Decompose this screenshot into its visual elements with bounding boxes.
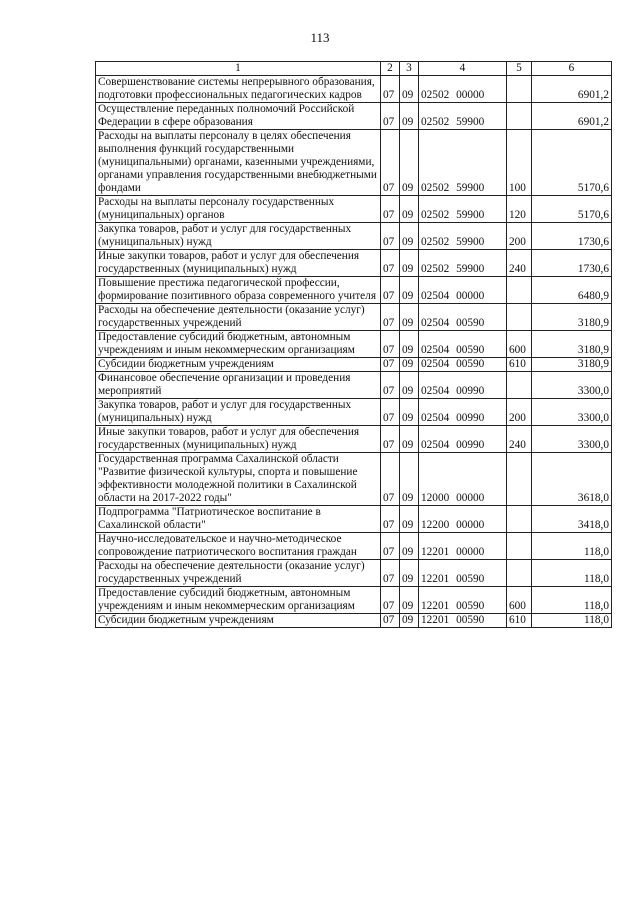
section-code-cell: 07 [381,250,400,277]
section-code-cell: 07 [381,453,400,506]
target-article-cell: 02502 59900 [419,130,507,196]
section-code-cell: 07 [381,277,400,304]
target-article-cell: 02504 00990 [419,372,507,399]
row-name-cell: Закупка товаров, работ и услуг для государственных (муниципальных) нужд [96,399,381,426]
section-code-cell: 07 [381,223,400,250]
table-row [96,196,612,223]
target-article-cell: 12201 00590 [419,587,507,614]
table-header [96,62,612,76]
table-row [96,358,612,372]
subsection-code-cell: 09 [400,223,419,250]
target-article-cell: 02504 00990 [419,399,507,426]
section-code-cell: 07 [381,372,400,399]
table-row [96,372,612,399]
section-code-cell: 07 [381,358,400,372]
section-code-cell: 07 [381,130,400,196]
page-number: 113 [310,30,330,45]
amount-cell: 3180,9 [532,331,612,358]
row-name-cell: Расходы на выплаты персоналу в целях обеспечения выполнения функций государственными (муниципальными) органами, казенными учреждениями, органами управления государственными внебюджетными фондами [96,130,381,196]
row-name-cell: Подпрограмма "Патриотическое воспитание в Сахалинской области" [96,506,381,533]
table-row [96,277,612,304]
section-code-cell: 07 [381,506,400,533]
subsection-code-cell: 09 [400,560,419,587]
table-row [96,76,612,103]
column-header-5: 5 [507,62,532,76]
target-article-cell: 02502 59900 [419,250,507,277]
expense-type-cell: 120 [507,196,532,223]
section-code-cell: 07 [381,614,400,628]
section-code-cell: 07 [381,587,400,614]
amount-cell: 118,0 [532,614,612,628]
expense-type-cell [507,277,532,304]
section-code-cell: 07 [381,196,400,223]
subsection-code-cell: 09 [400,304,419,331]
target-article-cell: 02504 00590 [419,304,507,331]
target-article-cell: 12201 00590 [419,614,507,628]
amount-cell: 118,0 [532,533,612,560]
section-code-cell: 07 [381,103,400,130]
subsection-code-cell: 09 [400,250,419,277]
section-code-cell: 07 [381,76,400,103]
row-name-cell: Научно-исследовательское и научно-методическое сопровождение патриотического воспитания граждан [96,533,381,560]
table-row [96,250,612,277]
column-header-1: 1 [96,62,381,76]
subsection-code-cell: 09 [400,130,419,196]
subsection-code-cell: 09 [400,196,419,223]
subsection-code-cell: 09 [400,331,419,358]
expense-type-cell [507,560,532,587]
column-header-4: 4 [419,62,507,76]
subsection-code-cell: 09 [400,76,419,103]
expense-type-cell: 600 [507,587,532,614]
row-name-cell: Предоставление субсидий бюджетным, автономным учреждениям и иным некоммерческим организациям [96,331,381,358]
subsection-code-cell: 09 [400,372,419,399]
row-name-cell: Финансовое обеспечение организации и проведения мероприятий [96,372,381,399]
subsection-code-cell: 09 [400,103,419,130]
row-name-cell: Иные закупки товаров, работ и услуг для обеспечения государственных (муниципальных) нужд [96,426,381,453]
target-article-cell: 12000 00000 [419,453,507,506]
target-article-cell: 02502 59900 [419,223,507,250]
subsection-code-cell: 09 [400,277,419,304]
table-row [96,223,612,250]
expense-type-cell: 200 [507,399,532,426]
subsection-code-cell: 09 [400,614,419,628]
target-article-cell: 02504 00990 [419,426,507,453]
expense-type-cell [507,506,532,533]
subsection-code-cell: 09 [400,426,419,453]
amount-cell: 3300,0 [532,399,612,426]
subsection-code-cell: 09 [400,533,419,560]
column-header-3: 3 [400,62,419,76]
amount-cell: 3418,0 [532,506,612,533]
subsection-code-cell: 09 [400,358,419,372]
target-article-cell: 02502 00000 [419,76,507,103]
target-article-cell: 02502 59900 [419,196,507,223]
expense-type-cell: 200 [507,223,532,250]
subsection-code-cell: 09 [400,453,419,506]
row-name-cell: Расходы на обеспечение деятельности (оказание услуг) государственных учреждений [96,560,381,587]
amount-cell: 3180,9 [532,358,612,372]
target-article-cell: 12200 00000 [419,506,507,533]
subsection-code-cell: 09 [400,587,419,614]
amount-cell: 3300,0 [532,426,612,453]
table-row [96,560,612,587]
section-code-cell: 07 [381,304,400,331]
expense-type-cell: 240 [507,250,532,277]
budget-table [95,61,612,628]
amount-cell: 6901,2 [532,76,612,103]
amount-cell: 1730,6 [532,250,612,277]
table-row [96,130,612,196]
table-body [96,76,612,628]
row-name-cell: Закупка товаров, работ и услуг для государственных (муниципальных) нужд [96,223,381,250]
section-code-cell: 07 [381,560,400,587]
expense-type-cell: 610 [507,358,532,372]
expense-type-cell [507,76,532,103]
target-article-cell: 12201 00000 [419,533,507,560]
amount-cell: 1730,6 [532,223,612,250]
section-code-cell: 07 [381,426,400,453]
expense-type-cell: 600 [507,331,532,358]
row-name-cell: Осуществление переданных полномочий Российской Федерации в сфере образования [96,103,381,130]
expense-type-cell [507,304,532,331]
subsection-code-cell: 09 [400,399,419,426]
amount-cell: 3618,0 [532,453,612,506]
table-row [96,614,612,628]
column-header-6: 6 [532,62,612,76]
subsection-code-cell: 09 [400,506,419,533]
table-row [96,587,612,614]
expense-type-cell [507,103,532,130]
amount-cell: 3300,0 [532,372,612,399]
target-article-cell: 02504 00590 [419,358,507,372]
target-article-cell: 02504 00590 [419,331,507,358]
row-name-cell: Совершенствование системы непрерывного образования, подготовки профессиональных педагогических кадров [96,76,381,103]
expense-type-cell: 100 [507,130,532,196]
table-row [96,533,612,560]
amount-cell: 6901,2 [532,103,612,130]
row-name-cell: Повышение престижа педагогической профессии, формирование позитивного образа современного учителя [96,277,381,304]
header-row [96,62,612,76]
column-header-2: 2 [381,62,400,76]
target-article-cell: 12201 00590 [419,560,507,587]
table-row [96,304,612,331]
section-code-cell: 07 [381,533,400,560]
amount-cell: 5170,6 [532,196,612,223]
target-article-cell: 02504 00000 [419,277,507,304]
table-row [96,426,612,453]
amount-cell: 6480,9 [532,277,612,304]
row-name-cell: Предоставление субсидий бюджетным, автономным учреждениям и иным некоммерческим организациям [96,587,381,614]
target-article-cell: 02502 59900 [419,103,507,130]
row-name-cell: Государственная программа Сахалинской области "Развитие физической культуры, спорта и повышение эффективности молодежной политики в Сахалинской области на 2017-2022 годы" [96,453,381,506]
expense-type-cell: 240 [507,426,532,453]
row-name-cell: Расходы на выплаты персоналу государственных (муниципальных) органов [96,196,381,223]
expense-type-cell [507,453,532,506]
section-code-cell: 07 [381,399,400,426]
row-name-cell: Субсидии бюджетным учреждениям [96,614,381,628]
amount-cell: 5170,6 [532,130,612,196]
table-row [96,331,612,358]
table-row [96,399,612,426]
table-row [96,506,612,533]
amount-cell: 118,0 [532,560,612,587]
section-code-cell: 07 [381,331,400,358]
expense-type-cell [507,533,532,560]
table-row [96,103,612,130]
amount-cell: 3180,9 [532,304,612,331]
expense-type-cell [507,372,532,399]
row-name-cell: Иные закупки товаров, работ и услуг для обеспечения государственных (муниципальных) нужд [96,250,381,277]
expense-type-cell: 610 [507,614,532,628]
row-name-cell: Субсидии бюджетным учреждениям [96,358,381,372]
row-name-cell: Расходы на обеспечение деятельности (оказание услуг) государственных учреждений [96,304,381,331]
amount-cell: 118,0 [532,587,612,614]
table-row [96,453,612,506]
